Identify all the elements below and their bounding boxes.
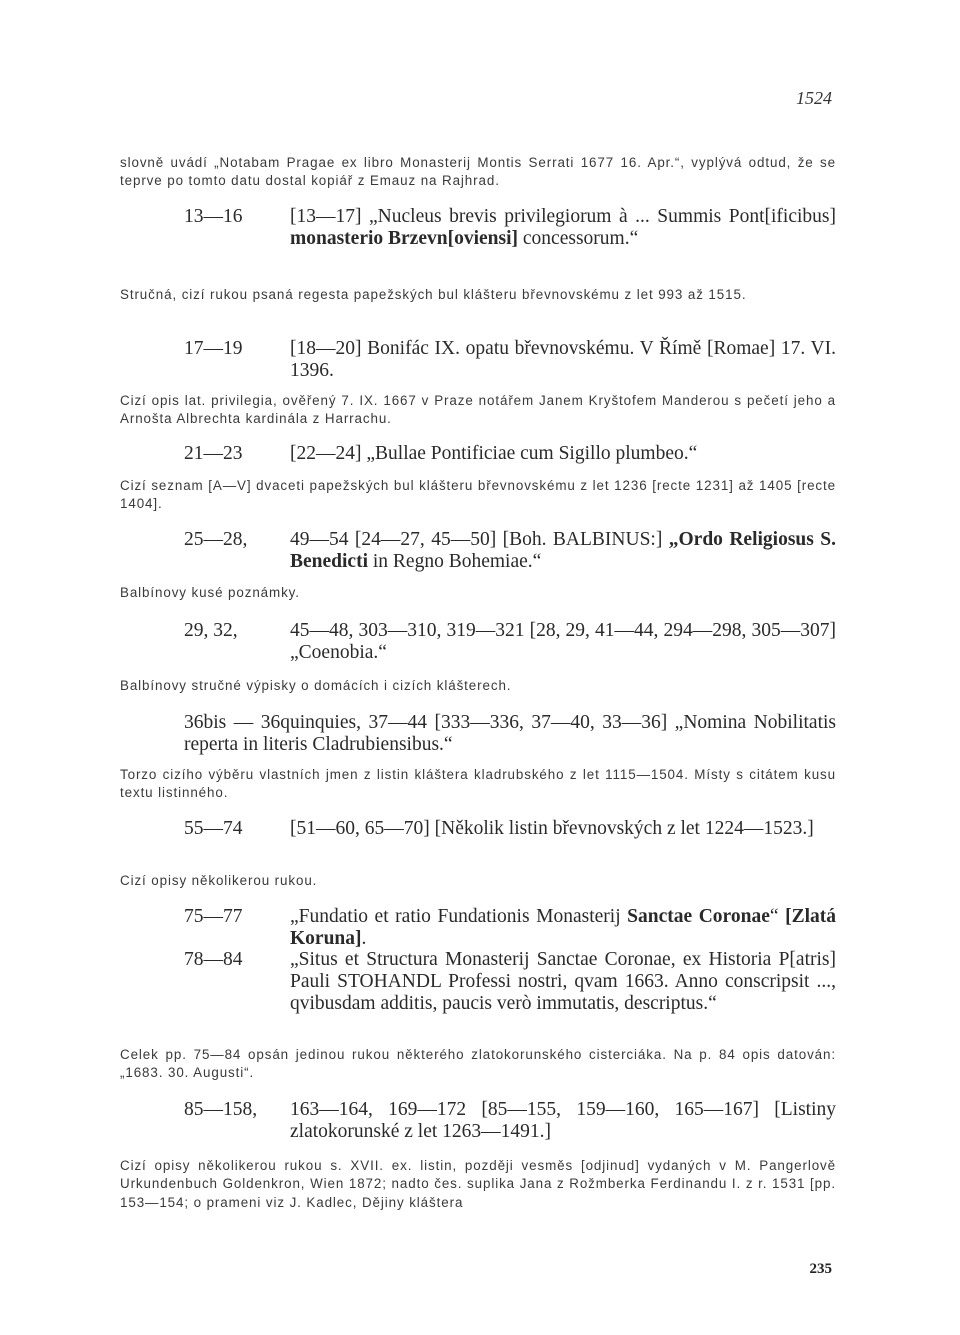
folio-range: 25—28, xyxy=(184,529,248,550)
page-footer-number: 235 xyxy=(809,1261,832,1277)
bold-term: [Zlatá Koruna] xyxy=(290,906,836,949)
folio-range: 21—23 xyxy=(184,443,243,464)
entry-text: [18—20] Bonifác IX. opatu břevnovskému. V Římě [Romae] 17. VI. 1396. xyxy=(290,338,836,381)
note-paragraph: Balbínovy kusé poznámky. xyxy=(120,585,300,600)
bold-term: monasterio Brzevn[oviensi] xyxy=(290,228,519,249)
note-paragraph: Cizí seznam [A—V] dvaceti papežských bul klášteru břevnovskému z let 1236 [recte 1231] až 1405 [recte 1404]. xyxy=(120,478,836,512)
folio-range: 13—16 xyxy=(184,206,243,227)
entry-text: „Situs et Structura Monasterij Sanctae Coronae, ex Historia P[atris] Pauli STOHANDL Professi nostri, qvam 1663. Anno conscripsit ..., qvibusdam additis, paucis verò immutatis, descriptus.“ xyxy=(290,949,836,1014)
folio-range: 29, 32, xyxy=(184,620,238,641)
bold-term: „Ordo Religiosus S. Benedicti xyxy=(290,529,836,572)
note-paragraph: Stručná, cizí rukou psaná regesta papežských bul klášteru břevnovskému z let 993 až 1515. xyxy=(120,287,747,302)
note-paragraph: slovně uvádí „Notabam Pragae ex libro Monasterij Montis Serrati 1677 16. Apr.“, vyplývá odtud, že se teprve po tomto datu dostal kopiář z Emauz na Rajhrad. xyxy=(120,155,836,189)
note-paragraph: Cizí opis lat. privilegia, ověřený 7. IX. 1667 v Praze notářem Janem Kryštofem Manderou s pečetí jeho a Arnošta Albrechta kardinála z Harrachu. xyxy=(120,393,836,427)
entry-text: 45—48, 303—310, 319—321 [28, 29, 41—44, 294—298, 305—307] „Coenobia.“ xyxy=(290,620,836,663)
folio-range: 85—158, xyxy=(184,1099,258,1120)
entry-text: „Fundatio et ratio Fundationis Monasterij Sanctae Coronae“ [Zlatá Koruna]. xyxy=(290,906,836,949)
note-paragraph: Celek pp. 75—84 opsán jedinou rukou některého zlatokorunského cisterciáka. Na p. 84 opis datován: „1683. 30. Augusti“. xyxy=(120,1047,836,1081)
entry-text: [13—17] „Nucleus brevis privilegiorum à ... Summis Pont[ificibus] monasterio Brzevn[oviensi] concessorum.“ xyxy=(290,206,836,249)
entry-text: [22—24] „Bullae Pontificiae cum Sigillo plumbeo.“ xyxy=(290,443,698,464)
page-header-number: 1524 xyxy=(796,88,832,108)
note-paragraph: Balbínovy stručné výpisky o domácích i cizích klášterech. xyxy=(120,678,512,693)
entry-text: 49—54 [24—27, 45—50] [Boh. BALBINUS:] „Ordo Religiosus S. Benedicti in Regno Bohemiae.“ xyxy=(290,529,836,572)
bold-term: Sanctae Coronae xyxy=(627,906,770,927)
note-paragraph: Cizí opisy několikerou rukou s. XVII. ex. listin, později vesměs [odjinud] vydaných v M. Pangerlově Urkundenbuch Goldenkron, Wien 1872; nadto čes. suplika Jana z Rožmberka Ferdinandu I. z r. 1531 [pp. 153—154; o prameni viz J. Kadlec, Dějiny kláštera xyxy=(120,1158,836,1210)
folio-range: 75—77 xyxy=(184,906,243,927)
note-paragraph: Cizí opisy několikerou rukou. xyxy=(120,873,318,888)
note-paragraph: Torzo cizího výběru vlastních jmen z listin kláštera kladrubského z let 1115—1504. Místy s citátem kusu textu listinného. xyxy=(120,767,836,801)
entry-text: [51—60, 65—70] [Několik listin břevnovských z let 1224—1523.] xyxy=(290,818,814,839)
entry-text: 163—164, 169—172 [85—155, 159—160, 165—167] [Listiny zlatokorunské z let 1263—1491.] xyxy=(290,1099,836,1142)
folio-range: 17—19 xyxy=(184,338,243,359)
folio-range: 55—74 xyxy=(184,818,243,839)
folio-range: 78—84 xyxy=(184,949,243,970)
entry-text: 36bis — 36quinquies, 37—44 [333—336, 37—40, 33—36] „Nomina Nobilitatis reperta in literis Cladrubiensibus.“ xyxy=(184,712,836,755)
